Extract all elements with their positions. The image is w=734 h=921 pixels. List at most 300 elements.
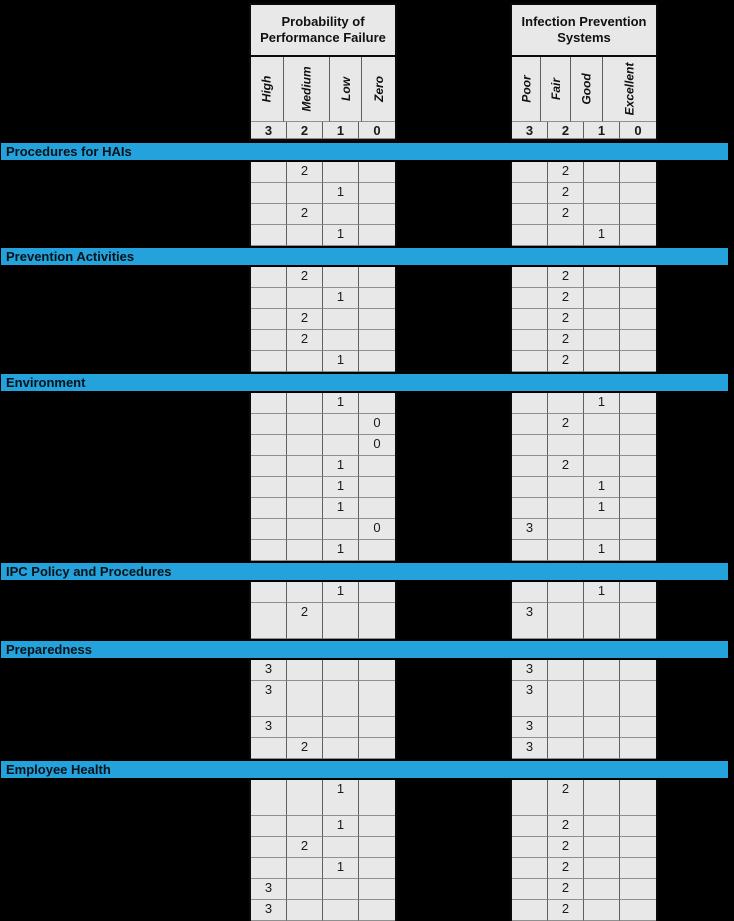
ips-score-cell	[512, 456, 548, 477]
ips-score-cell	[584, 456, 620, 477]
ips-score-cell	[584, 816, 620, 837]
pf-score-cell	[359, 477, 395, 498]
assessment-row	[0, 477, 734, 498]
group-gap	[397, 477, 510, 498]
assessment-row	[0, 393, 734, 414]
assessment-row	[0, 267, 734, 288]
column-score-cell: 3	[251, 122, 287, 139]
group-gap	[397, 519, 510, 540]
ips-score-cell	[584, 414, 620, 435]
prevention-systems-score-group	[510, 309, 658, 330]
ips-score-cell	[620, 717, 656, 738]
section-header-band	[1, 759, 728, 780]
prevention-systems-score-group	[510, 351, 658, 372]
pf-score-cell: 2	[287, 330, 323, 351]
pf-score-cell	[251, 351, 287, 372]
pf-score-cell: 3	[251, 681, 287, 717]
ips-score-cell: 1	[584, 498, 620, 519]
ips-score-cell	[512, 183, 548, 204]
ips-score-cell	[548, 660, 584, 681]
assessment-row	[0, 603, 734, 639]
prevention-systems-score-group	[510, 900, 658, 921]
assessment-row	[0, 660, 734, 681]
group-gap	[397, 717, 510, 738]
ips-score-cell	[584, 288, 620, 309]
group-gap	[397, 816, 510, 837]
rotated-column-label: High	[259, 75, 274, 103]
row-label-area	[0, 858, 249, 879]
ips-score-cell	[512, 540, 548, 561]
column-score-cell: 1	[323, 122, 359, 139]
pf-score-cell: 2	[287, 738, 323, 759]
ips-score-cell	[512, 879, 548, 900]
pf-score-cell	[359, 309, 395, 330]
pf-score-cell: 1	[323, 183, 359, 204]
ips-score-cell	[584, 717, 620, 738]
ips-score-cell	[584, 879, 620, 900]
pf-score-cell	[251, 738, 287, 759]
rotated-column-label: Fair	[548, 77, 563, 101]
pf-score-cell	[359, 738, 395, 759]
pf-score-cell	[287, 717, 323, 738]
assessment-row	[0, 582, 734, 603]
row-label-area	[0, 477, 249, 498]
probability-score-group	[249, 183, 397, 204]
column-label-cell	[284, 57, 330, 122]
pf-score-cell: 2	[287, 204, 323, 225]
assessment-row	[0, 162, 734, 183]
ips-score-cell	[512, 330, 548, 351]
prevention-systems-score-group	[510, 414, 658, 435]
group-gap	[397, 858, 510, 879]
ips-score-cell	[548, 681, 584, 717]
pf-score-cell	[359, 267, 395, 288]
ips-score-cell: 2	[548, 900, 584, 921]
section-header-band	[1, 141, 728, 162]
column-score-cell: 1	[584, 122, 620, 139]
prevention-systems-score-group	[510, 393, 658, 414]
assessment-row	[0, 879, 734, 900]
ips-score-cell: 1	[584, 582, 620, 603]
group-gap	[397, 738, 510, 759]
ips-score-cell	[512, 858, 548, 879]
pf-score-cell	[287, 816, 323, 837]
row-label-area	[0, 780, 249, 816]
ips-score-cell: 2	[548, 456, 584, 477]
pf-score-cell	[359, 780, 395, 816]
pf-score-cell: 3	[251, 879, 287, 900]
ips-score-cell	[548, 225, 584, 246]
pf-score-cell	[251, 858, 287, 879]
pf-score-cell	[251, 288, 287, 309]
column-score-cell: 2	[548, 122, 584, 139]
assessment-row	[0, 900, 734, 921]
probability-score-group	[249, 879, 397, 900]
ips-score-cell	[620, 738, 656, 759]
probability-score-group	[249, 858, 397, 879]
probability-score-group	[249, 498, 397, 519]
pf-score-cell	[359, 351, 395, 372]
pf-score-cell	[359, 858, 395, 879]
pf-score-cell	[251, 582, 287, 603]
ips-score-cell: 2	[548, 351, 584, 372]
probability-score-group	[249, 837, 397, 858]
ips-score-cell	[512, 435, 548, 456]
group-gap	[397, 288, 510, 309]
pf-score-cell	[287, 858, 323, 879]
probability-score-group	[249, 816, 397, 837]
probability-score-group	[249, 582, 397, 603]
row-label-area	[0, 162, 249, 183]
pf-score-cell: 2	[287, 309, 323, 330]
ips-score-cell: 3	[512, 717, 548, 738]
pf-score-cell	[323, 162, 359, 183]
group-gap	[397, 393, 510, 414]
rotated-column-label: Zero	[371, 75, 386, 103]
pf-score-cell	[323, 519, 359, 540]
ips-score-cell	[548, 717, 584, 738]
ips-score-cell	[584, 780, 620, 816]
pf-score-cell: 1	[323, 498, 359, 519]
pf-score-cell	[323, 837, 359, 858]
probability-score-group	[249, 393, 397, 414]
ips-score-cell	[620, 351, 656, 372]
probability-column-scores	[249, 122, 397, 141]
row-label-area	[0, 204, 249, 225]
section-header-band	[1, 639, 728, 660]
ips-score-cell: 2	[548, 183, 584, 204]
pf-score-cell	[287, 498, 323, 519]
ips-score-cell	[512, 267, 548, 288]
ips-score-cell	[512, 582, 548, 603]
probability-score-group	[249, 204, 397, 225]
group-gap	[397, 162, 510, 183]
ips-score-cell	[584, 183, 620, 204]
pf-score-cell	[251, 456, 287, 477]
ips-score-cell: 3	[512, 681, 548, 717]
pf-score-cell: 1	[323, 288, 359, 309]
rotated-column-label: Medium	[299, 66, 314, 112]
ips-score-cell	[548, 519, 584, 540]
column-label-cell	[512, 57, 541, 122]
pf-score-cell	[287, 414, 323, 435]
probability-score-group	[249, 738, 397, 759]
pf-score-cell: 2	[287, 837, 323, 858]
row-label-area	[0, 738, 249, 759]
pf-score-cell: 2	[287, 603, 323, 639]
ips-score-cell	[620, 225, 656, 246]
ips-score-cell	[512, 780, 548, 816]
ips-score-cell	[620, 519, 656, 540]
ips-score-cell	[548, 498, 584, 519]
pf-score-cell	[287, 879, 323, 900]
column-label-cell	[251, 57, 284, 122]
assessment-row	[0, 456, 734, 477]
ips-score-cell	[512, 309, 548, 330]
pf-score-cell	[251, 309, 287, 330]
prevention-systems-score-group	[510, 879, 658, 900]
row-label-area	[0, 183, 249, 204]
ips-score-cell: 2	[548, 816, 584, 837]
ips-score-cell	[584, 660, 620, 681]
assessment-row	[0, 837, 734, 858]
probability-score-group	[249, 717, 397, 738]
ips-score-cell	[512, 351, 548, 372]
pf-score-cell: 2	[287, 267, 323, 288]
group-gap	[397, 435, 510, 456]
group-gap	[397, 780, 510, 816]
pf-score-cell: 1	[323, 225, 359, 246]
ips-score-cell	[548, 435, 584, 456]
group-gap	[397, 183, 510, 204]
ips-score-cell	[584, 858, 620, 879]
pf-score-cell	[323, 603, 359, 639]
ips-score-cell	[512, 393, 548, 414]
rotated-column-label: Excellent	[622, 62, 637, 116]
ips-score-cell: 1	[584, 477, 620, 498]
probability-score-group	[249, 603, 397, 639]
group-gap	[397, 330, 510, 351]
pf-score-cell	[323, 660, 359, 681]
pf-score-cell: 1	[323, 351, 359, 372]
ips-score-cell	[548, 540, 584, 561]
section-title: Preparedness	[6, 642, 92, 657]
assessment-row	[0, 225, 734, 246]
pf-score-cell	[359, 330, 395, 351]
group-gap	[397, 456, 510, 477]
group-gap	[397, 879, 510, 900]
assessment-row	[0, 858, 734, 879]
pf-score-cell	[287, 435, 323, 456]
ips-score-cell	[620, 435, 656, 456]
pf-score-cell	[287, 393, 323, 414]
section-header-band	[1, 561, 728, 582]
row-label-area	[0, 267, 249, 288]
pf-score-cell	[251, 225, 287, 246]
ips-score-cell: 2	[548, 330, 584, 351]
pf-score-cell	[287, 456, 323, 477]
ips-score-cell	[584, 837, 620, 858]
probability-score-group	[249, 780, 397, 816]
ips-score-cell	[512, 204, 548, 225]
pf-score-cell	[287, 519, 323, 540]
prevention-systems-score-group	[510, 738, 658, 759]
pf-score-cell	[251, 393, 287, 414]
prevention-systems-score-group	[510, 162, 658, 183]
prevention-systems-score-group	[510, 837, 658, 858]
pf-score-cell	[287, 351, 323, 372]
pf-score-cell	[251, 837, 287, 858]
column-label-cell	[362, 57, 395, 122]
probability-score-group	[249, 267, 397, 288]
ips-score-cell	[620, 879, 656, 900]
probability-score-group	[249, 162, 397, 183]
group-gap	[397, 414, 510, 435]
column-score-cell: 0	[620, 122, 656, 139]
ips-score-cell	[620, 414, 656, 435]
ips-score-cell	[620, 267, 656, 288]
pf-score-cell	[323, 330, 359, 351]
pf-score-cell	[359, 879, 395, 900]
ips-score-cell: 2	[548, 780, 584, 816]
assessment-row	[0, 351, 734, 372]
prevention-systems-score-group	[510, 183, 658, 204]
pf-score-cell: 1	[323, 816, 359, 837]
row-label-area	[0, 816, 249, 837]
ips-score-cell	[620, 183, 656, 204]
assessment-row	[0, 330, 734, 351]
section-title: Procedures for HAIs	[6, 144, 132, 159]
row-label-area	[0, 393, 249, 414]
pf-score-cell	[359, 393, 395, 414]
pf-score-cell	[287, 660, 323, 681]
ips-score-cell	[620, 288, 656, 309]
prevention-systems-score-group	[510, 225, 658, 246]
ips-score-cell	[620, 858, 656, 879]
pf-score-cell	[287, 183, 323, 204]
row-label-area	[0, 225, 249, 246]
group-gap	[397, 582, 510, 603]
ips-score-cell: 2	[548, 879, 584, 900]
pf-score-cell: 3	[251, 900, 287, 921]
pf-score-cell	[359, 225, 395, 246]
pf-score-cell	[323, 879, 359, 900]
pf-score-cell	[251, 603, 287, 639]
prevention-systems-score-group	[510, 477, 658, 498]
column-label-cell	[603, 57, 656, 122]
prevention-systems-score-group	[510, 816, 658, 837]
prevention-systems-score-group	[510, 498, 658, 519]
assessment-row	[0, 519, 734, 540]
pf-score-cell	[323, 681, 359, 717]
pf-score-cell	[287, 681, 323, 717]
prevention-systems-score-group	[510, 267, 658, 288]
section-header-band	[1, 372, 728, 393]
ips-score-cell	[584, 681, 620, 717]
assessment-row	[0, 540, 734, 561]
pf-score-cell	[359, 540, 395, 561]
ips-score-cell	[584, 267, 620, 288]
ips-score-cell	[620, 162, 656, 183]
assessment-row	[0, 681, 734, 717]
sections-container	[0, 141, 734, 921]
pf-score-cell	[359, 582, 395, 603]
pf-score-cell	[251, 519, 287, 540]
ips-score-cell: 2	[548, 858, 584, 879]
ips-score-cell	[512, 498, 548, 519]
prevention-systems-score-group	[510, 582, 658, 603]
ips-score-cell: 2	[548, 414, 584, 435]
pf-score-cell: 0	[359, 414, 395, 435]
pf-score-cell	[287, 582, 323, 603]
assessment-row	[0, 414, 734, 435]
probability-score-group	[249, 540, 397, 561]
prevention-systems-score-group	[510, 660, 658, 681]
pf-score-cell: 0	[359, 435, 395, 456]
ips-score-cell	[620, 540, 656, 561]
prevention-systems-score-group	[510, 519, 658, 540]
prevention-systems-score-group	[510, 435, 658, 456]
pf-score-cell	[323, 717, 359, 738]
assessment-row	[0, 288, 734, 309]
pf-score-cell	[359, 603, 395, 639]
pf-score-cell	[251, 162, 287, 183]
pf-score-cell	[359, 498, 395, 519]
pf-score-cell	[251, 498, 287, 519]
pf-score-cell	[359, 288, 395, 309]
group-gap	[397, 204, 510, 225]
group-gap	[397, 225, 510, 246]
pf-score-cell	[251, 435, 287, 456]
section-title: Prevention Activities	[6, 249, 135, 264]
ips-score-cell	[548, 393, 584, 414]
row-label-area	[0, 288, 249, 309]
probability-score-group	[249, 288, 397, 309]
pf-score-cell: 1	[323, 456, 359, 477]
pf-score-cell	[323, 204, 359, 225]
pf-score-cell: 1	[323, 858, 359, 879]
pf-score-cell	[287, 780, 323, 816]
pf-score-cell: 2	[287, 162, 323, 183]
pf-score-cell	[287, 288, 323, 309]
row-label-area	[0, 837, 249, 858]
pf-score-cell	[251, 267, 287, 288]
column-label-cell	[330, 57, 363, 122]
pf-score-cell	[323, 267, 359, 288]
pf-score-cell	[287, 477, 323, 498]
pf-score-cell	[323, 435, 359, 456]
pf-score-cell: 0	[359, 519, 395, 540]
ips-score-cell	[512, 900, 548, 921]
column-label-cell	[541, 57, 570, 122]
prevention-systems-score-group	[510, 780, 658, 816]
ips-score-cell: 2	[548, 837, 584, 858]
probability-group-title: Probability of Performance Failure	[249, 3, 397, 57]
probability-score-group	[249, 225, 397, 246]
probability-score-group	[249, 414, 397, 435]
pf-score-cell	[359, 837, 395, 858]
pf-score-cell: 3	[251, 717, 287, 738]
probability-score-group	[249, 456, 397, 477]
pf-score-cell: 1	[323, 582, 359, 603]
probability-score-group	[249, 900, 397, 921]
pf-score-cell	[359, 162, 395, 183]
section-header-band	[1, 246, 728, 267]
ips-score-cell	[512, 414, 548, 435]
prevention-systems-score-group	[510, 456, 658, 477]
pf-score-cell	[251, 330, 287, 351]
group-gap	[397, 267, 510, 288]
ips-score-cell	[620, 204, 656, 225]
ips-score-cell	[620, 681, 656, 717]
ips-score-cell	[620, 900, 656, 921]
group-gap	[397, 309, 510, 330]
pf-score-cell	[359, 183, 395, 204]
row-label-area	[0, 456, 249, 477]
rotated-column-label: Low	[338, 77, 353, 101]
ips-score-cell: 3	[512, 660, 548, 681]
ips-score-cell	[548, 582, 584, 603]
assessment-row	[0, 816, 734, 837]
rotated-column-label: Good	[579, 73, 594, 105]
ips-score-cell	[620, 780, 656, 816]
ips-score-cell	[512, 225, 548, 246]
prevention-systems-score-group	[510, 603, 658, 639]
section-title: Environment	[6, 375, 86, 390]
pf-score-cell	[359, 717, 395, 738]
ips-score-cell	[620, 330, 656, 351]
ips-score-cell: 3	[512, 738, 548, 759]
